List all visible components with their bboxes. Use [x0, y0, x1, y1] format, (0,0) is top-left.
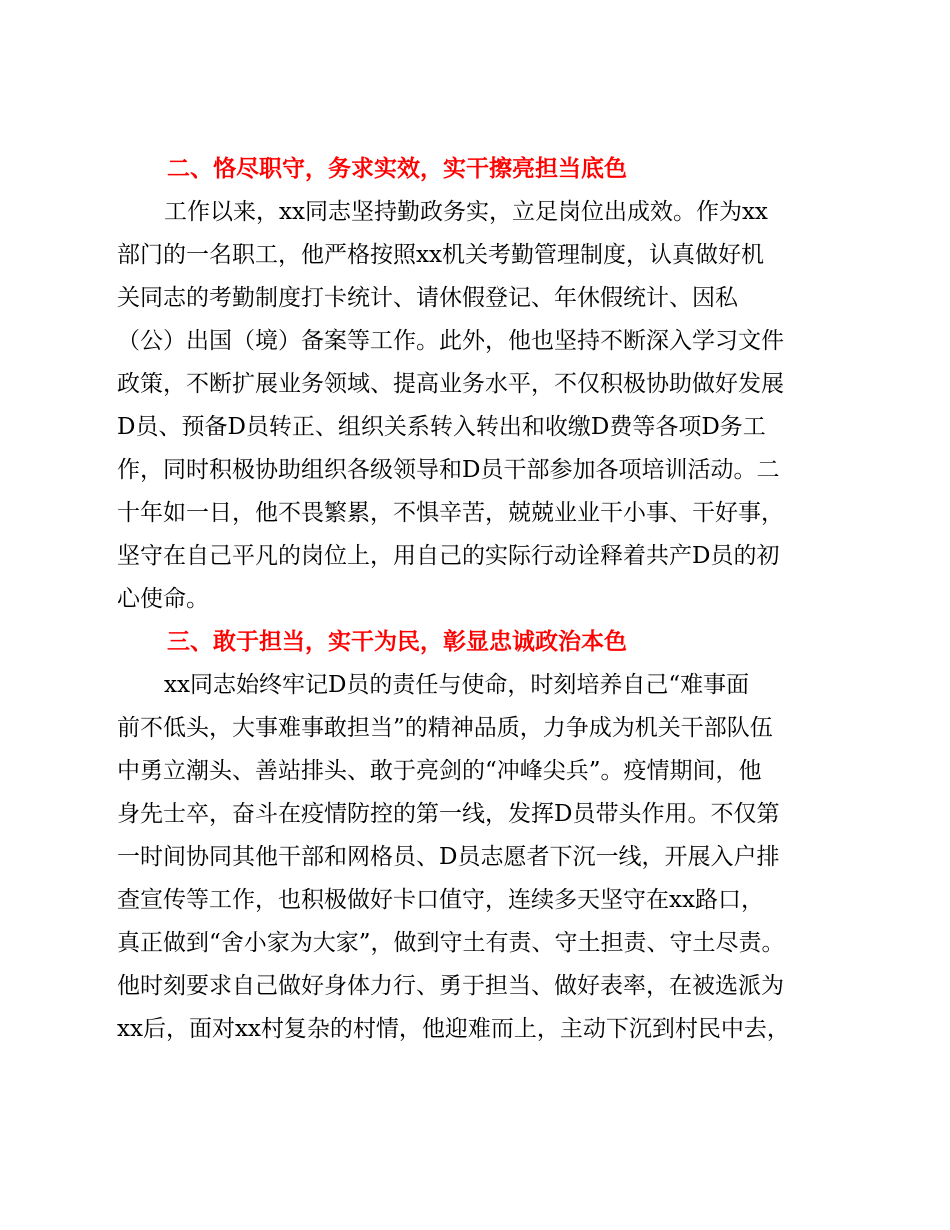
- paragraph-line: xx后，面对xx村复杂的村情，他迎难而上，主动下沉到村民中去，: [117, 1016, 790, 1042]
- paragraph-line: 一时间协同其他干部和网格员、D员志愿者下沉一线，开展入户排: [117, 844, 780, 870]
- paragraph-line: （公）出国（境）备案等工作。此外，他也坚持不断深入学习文件: [117, 328, 784, 354]
- section-heading-2: 二、恪尽职守，务求实效，实干擦亮担当底色: [167, 156, 627, 182]
- paragraph-line: D员、预备D员转正、组织关系转入转出和收缴D费等各项D务工: [117, 414, 766, 440]
- paragraph-line: 他时刻要求自己做好身体力行、勇于担当、做好表率，在被选派为: [117, 973, 784, 999]
- section-paragraph-2: [117, 191, 837, 621]
- paragraph-line: 前不低头，大事难事敢担当”的精神品质，力争成为机关干部队伍: [117, 715, 773, 741]
- paragraph-line: xx同志始终牢记D员的责任与使命，时刻培养自己“难事面: [164, 672, 750, 698]
- paragraph-line: 十年如一日，他不畏繁累，不惧辛苦，兢兢业业干小事、干好事，: [117, 500, 784, 526]
- paragraph-line: 工作以来，xx同志坚持勤政务实，立足岗位出成效。作为xx: [164, 199, 768, 225]
- paragraph-line: 关同志的考勤制度打卡统计、请休假登记、年休假统计、因私: [117, 285, 738, 311]
- section-paragraph-3: [117, 664, 837, 1051]
- paragraph-line: 心使命。: [117, 586, 209, 612]
- paragraph-line: 坚守在自己平凡的岗位上，用自己的实际行动诠释着共产D员的初: [117, 543, 780, 569]
- paragraph-line: 部门的一名职工，他严格按照xx机关考勤管理制度，认真做好机: [117, 242, 764, 268]
- paragraph-line: 查宣传等工作，也积极做好卡口值守，连续多天坚守在xx路口，: [117, 887, 764, 913]
- paragraph-line: 真正做到“舍小家为大家”，做到守土有责、守土担责、守土尽责。: [117, 930, 785, 956]
- paragraph-line: 作，同时积极协助组织各级领导和D员干部参加各项培训活动。二: [117, 457, 780, 483]
- paragraph-line: 中勇立潮头、善站排头、敢于亮剑的“冲峰尖兵”。疫情期间，他: [117, 758, 762, 784]
- paragraph-line: 身先士卒，奋斗在疫情防控的第一线，发挥D员带头作用。不仅第: [117, 801, 780, 827]
- document-body: [117, 148, 837, 1051]
- section-heading-3: 三、敢于担当，实干为民，彰显忠诚政治本色: [167, 629, 627, 655]
- paragraph-line: 政策，不断扩展业务领域、提高业务水平，不仅积极协助做好发展: [117, 371, 784, 397]
